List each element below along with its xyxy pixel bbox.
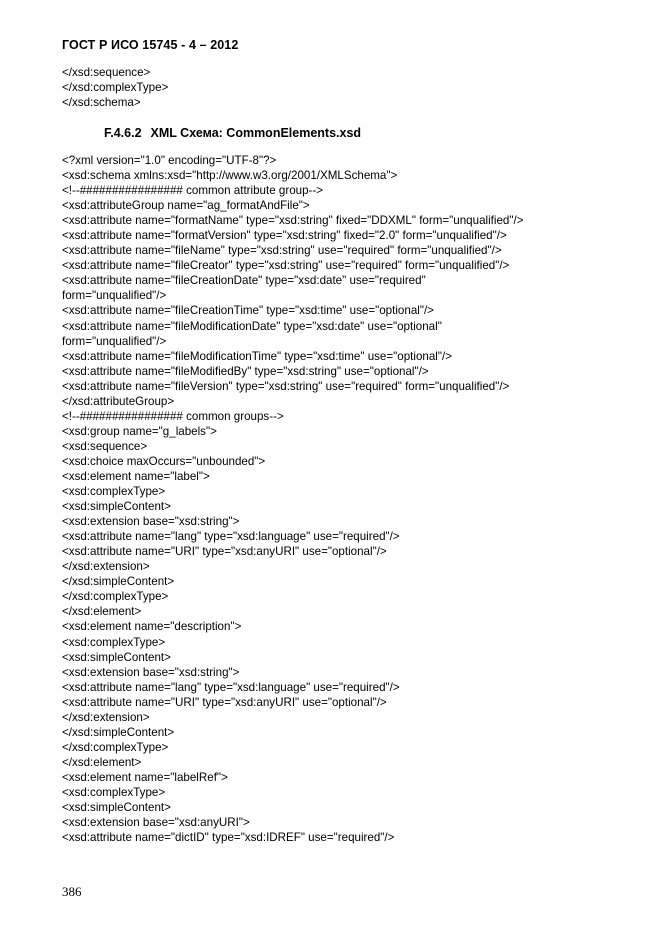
section-title: XML Схема: CommonElements.xsd [150, 126, 362, 140]
code-line: <xsd:attribute name="formatVersion" type="xsd:string" fixed="2.0" form="unqualified"/> [62, 229, 507, 243]
code-line: <xsd:complexType> [62, 785, 166, 799]
code-line: </xsd:complexType> [62, 740, 169, 754]
code-line: <xsd:extension base="xsd:anyURI"> [62, 816, 250, 830]
code-line: <xsd:attribute name="fileCreationTime" type="xsd:time" use="optional"/> [62, 304, 434, 318]
code-line: </xsd:simpleContent> [62, 575, 175, 589]
code-line: <xsd:simpleContent> [62, 801, 171, 815]
code-line: <xsd:choice maxOccurs="unbounded"> [62, 454, 266, 468]
page-number: 386 [62, 884, 82, 899]
code-line: <xsd:attribute name="fileModificationTime" type="xsd:time" use="optional"/> [62, 349, 452, 363]
code-line: </xsd:schema> [62, 96, 141, 110]
code-line: <xsd:attributeGroup name="ag_formatAndFile"> [62, 199, 310, 213]
code-line: </xsd:extension> [62, 560, 150, 574]
code-line: </xsd:extension> [62, 710, 150, 724]
code-line: <xsd:simpleContent> [62, 650, 171, 664]
code-line: </xsd:complexType> [62, 81, 169, 95]
code-line: form="unqualified"/> [62, 334, 167, 348]
code-line: <xsd:group name="g_labels"> [62, 424, 217, 438]
code-line: <xsd:complexType> [62, 485, 166, 499]
section-heading [104, 126, 361, 140]
code-line: <xsd:attribute name="fileVersion" type="xsd:string" use="required" form="unqualified"/> [62, 379, 510, 393]
code-line: <xsd:complexType> [62, 635, 166, 649]
code-line: <xsd:attribute name="fileCreator" type="xsd:string" use="required" form="unqualified"/> [62, 259, 510, 273]
code-line: <!--################ common groups--> [62, 409, 284, 423]
code-line: <xsd:extension base="xsd:string"> [62, 665, 240, 679]
code-line: <xsd:element name="labelRef"> [62, 770, 228, 784]
code-line: <xsd:element name="label"> [62, 469, 210, 483]
code-line: <xsd:attribute name="fileModifiedBy" type="xsd:string" use="optional"/> [62, 364, 429, 378]
code-line: <xsd:attribute name="lang" type="xsd:language" use="required"/> [62, 530, 400, 544]
code-line: </xsd:complexType> [62, 590, 169, 604]
code-line: <xsd:attribute name="fileName" type="xsd:string" use="required" form="unqualified"/> [62, 244, 502, 258]
code-line: <xsd:attribute name="fileCreationDate" type="xsd:date" use="required" [62, 274, 426, 288]
code-line: <!--################ common attribute group--> [62, 184, 324, 198]
code-line: <xsd:attribute name="lang" type="xsd:language" use="required"/> [62, 680, 400, 694]
code-line: <xsd:extension base="xsd:string"> [62, 515, 240, 529]
code-line: <xsd:element name="description"> [62, 620, 242, 634]
code-line: </xsd:sequence> [62, 66, 151, 79]
code-line: <xsd:attribute name="URI" type="xsd:anyURI" use="optional"/> [62, 545, 387, 559]
code-line: </xsd:attributeGroup> [62, 394, 175, 408]
code-line: form="unqualified"/> [62, 289, 167, 303]
code-line: <xsd:attribute name="fileModificationDate" type="xsd:date" use="optional" [62, 319, 442, 333]
document-header: ГОСТ Р ИСО 15745 - 4 – 2012 [62, 38, 239, 52]
code-line: </xsd:element> [62, 755, 142, 769]
code-line: <xsd:simpleContent> [62, 500, 171, 514]
code-line: <?xml version="1.0" encoding="UTF-8"?> [62, 154, 277, 167]
code-line: </xsd:simpleContent> [62, 725, 175, 739]
section-number: F.4.6.2 [104, 126, 142, 140]
code-line: <xsd:attribute name="formatName" type="xsd:string" fixed="DDXML" form="unqualified"/> [62, 214, 524, 228]
code-listing-continued [62, 65, 168, 110]
code-listing [62, 153, 523, 845]
code-line: <xsd:attribute name="URI" type="xsd:anyURI" use="optional"/> [62, 695, 387, 709]
code-line: <xsd:attribute name="dictID" type="xsd:IDREF" use="required"/> [62, 831, 395, 845]
code-line: <xsd:schema xmlns:xsd="http://www.w3.org/2001/XMLSchema"> [62, 169, 398, 183]
code-line: <xsd:sequence> [62, 439, 148, 453]
code-line: </xsd:element> [62, 605, 142, 619]
